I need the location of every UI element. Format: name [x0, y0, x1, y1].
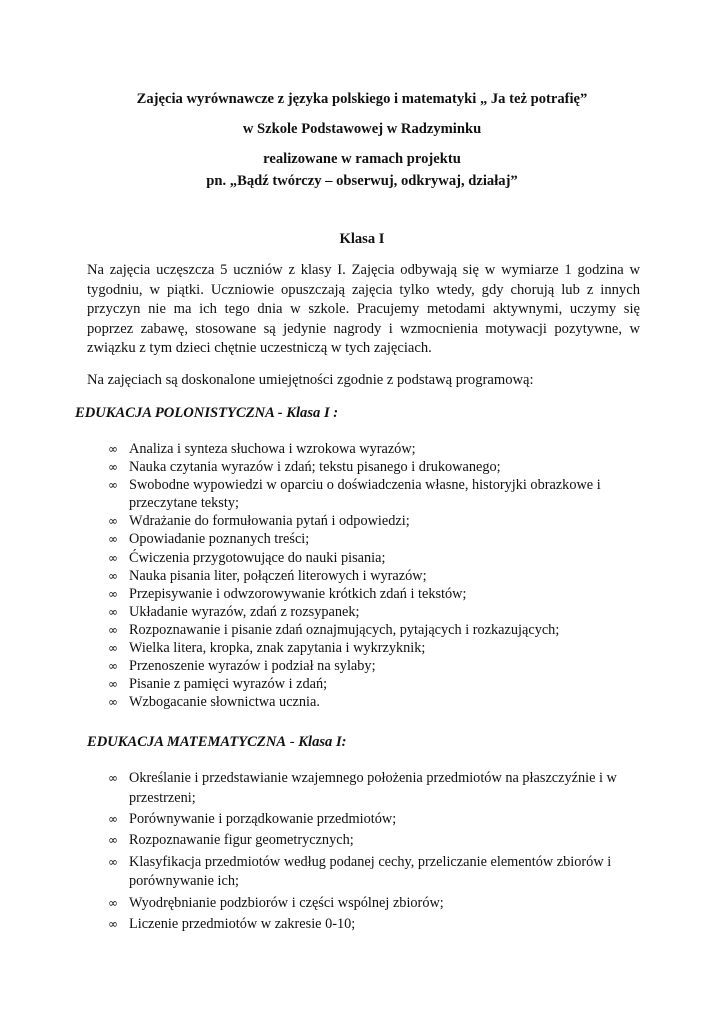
infinity-bullet-icon: ∞ [108, 442, 118, 456]
infinity-bullet-icon: ∞ [108, 854, 118, 869]
infinity-bullet-icon: ∞ [108, 811, 118, 826]
list-item: ∞ Rozpoznawanie figur geometrycznych; [108, 831, 668, 851]
infinity-bullet-icon: ∞ [108, 677, 118, 692]
list-item: ∞ Porównywanie i porządkowanie przedmiotów; [108, 810, 668, 830]
infinity-bullet-icon: ∞ [108, 895, 118, 910]
skills-intro: Na zajęciach są doskonalone umiejętności zgodnie z podstawą programową: [87, 372, 534, 388]
infinity-bullet-icon: ∞ [108, 604, 118, 619]
math-list [108, 769, 668, 936]
list-item: ∞ Swobodne wypowiedzi w oparciu o doświadczenia własne, historyjki obrazkowe i przeczytane teksty; [108, 477, 601, 512]
infinity-bullet-icon: ∞ [108, 622, 118, 637]
list-item: ∞ Opowiadanie poznanych treści; [108, 531, 310, 548]
header-title-line-3: realizowane w ramach projektu [263, 151, 461, 167]
class-title: Klasa I [339, 231, 385, 247]
infinity-bullet-icon: ∞ [108, 641, 118, 656]
list-item: ∞ Przenoszenie wyrazów i podział na sylaby; [108, 658, 376, 675]
infinity-bullet-icon: ∞ [108, 514, 118, 529]
infinity-bullet-icon: ∞ [108, 771, 118, 785]
list-item: ∞ Analiza i synteza słuchowa i wzrokowa wyrazów; [108, 441, 416, 457]
infinity-bullet-icon: ∞ [108, 478, 118, 493]
list-item: ∞ Rozpoznawanie i pisanie zdań oznajmujących, pytających i rozkazujących; [108, 621, 560, 638]
infinity-bullet-icon: ∞ [108, 659, 118, 674]
list-item: ∞ Klasyfikacja przedmiotów według podanej cechy, przeliczanie elementów zbiorów i porównywanie ich; [108, 853, 612, 890]
math-heading: EDUKACJA MATEMATYCZNA - Klasa I: [87, 734, 347, 750]
infinity-bullet-icon: ∞ [108, 460, 118, 475]
infinity-bullet-icon: ∞ [108, 550, 118, 565]
infinity-bullet-icon: ∞ [108, 695, 118, 710]
infinity-bullet-icon: ∞ [108, 532, 118, 547]
list-item: ∞ Nauka pisania liter, połączeń literowych i wyrazów; [108, 567, 427, 584]
list-item: ∞ Określanie i przedstawianie wzajemnego położenia przedmiotów na płaszczyźnie i w przestrzeni; [108, 770, 617, 806]
list-item: ∞ Nauka czytania wyrazów i zdań; tekstu pisanego i drukowanego; [108, 459, 501, 476]
header-title-line-4: pn. „Bądź twórczy – obserwuj, odkrywaj, działaj” [206, 173, 518, 189]
list-item: ∞ Wzbogacanie słownictwa ucznia. [108, 694, 320, 711]
list-item: ∞ Wdrażanie do formułowania pytań i odpowiedzi; [108, 513, 410, 530]
list-item: ∞ Liczenie przedmiotów w zakresie 0-10; [108, 915, 668, 935]
header-title-line-1: Zajęcia wyrównawcze z języka polskiego i matematyki „ Ja też potrafię” [136, 91, 588, 107]
header-title-line-2: w Szkole Podstawowej w Radzyminku [242, 121, 482, 137]
list-item: ∞ Przepisywanie i odwzorowywanie krótkich zdań i tekstów; [108, 585, 467, 602]
list-item: ∞ Wielka litera, kropka, znak zapytania i wykrzyknik; [108, 640, 426, 657]
list-item: ∞ Pisanie z pamięci wyrazów i zdań; [108, 676, 328, 693]
list-item: ∞ Wyodrębnianie podzbiorów i części wspólnej zbiorów; [108, 894, 668, 914]
polonistic-list [108, 440, 668, 711]
list-item: ∞ Układanie wyrazów, zdań z rozsypanek; [108, 603, 360, 620]
intro-paragraph: Na zajęcia uczęszcza 5 uczniów z klasy I. Zajęcia odbywają się w wymiarze 1 godzina w tygodniu, w piątki. Uczniowie opuszczają zajęcia tylko wtedy, gdy chorują lub z innych przyczyn nie ma ich tego dnia w szkole. Pracujemy metodami aktywnymi, uczymy się poprzez zabawę, stosowane są jedynie nagrody i wzmocnienia motywacji pozytywne, w związku z tym dzieci chętnie uczestniczą w tych zajęciach. [87, 262, 640, 357]
infinity-bullet-icon: ∞ [108, 916, 118, 931]
infinity-bullet-icon: ∞ [108, 568, 118, 583]
polonistic-heading: EDUKACJA POLONISTYCZNA - Klasa I : [75, 405, 339, 421]
infinity-bullet-icon: ∞ [108, 833, 118, 848]
infinity-bullet-icon: ∞ [108, 586, 118, 601]
list-item: ∞ Ćwiczenia przygotowujące do nauki pisania; [108, 549, 386, 566]
